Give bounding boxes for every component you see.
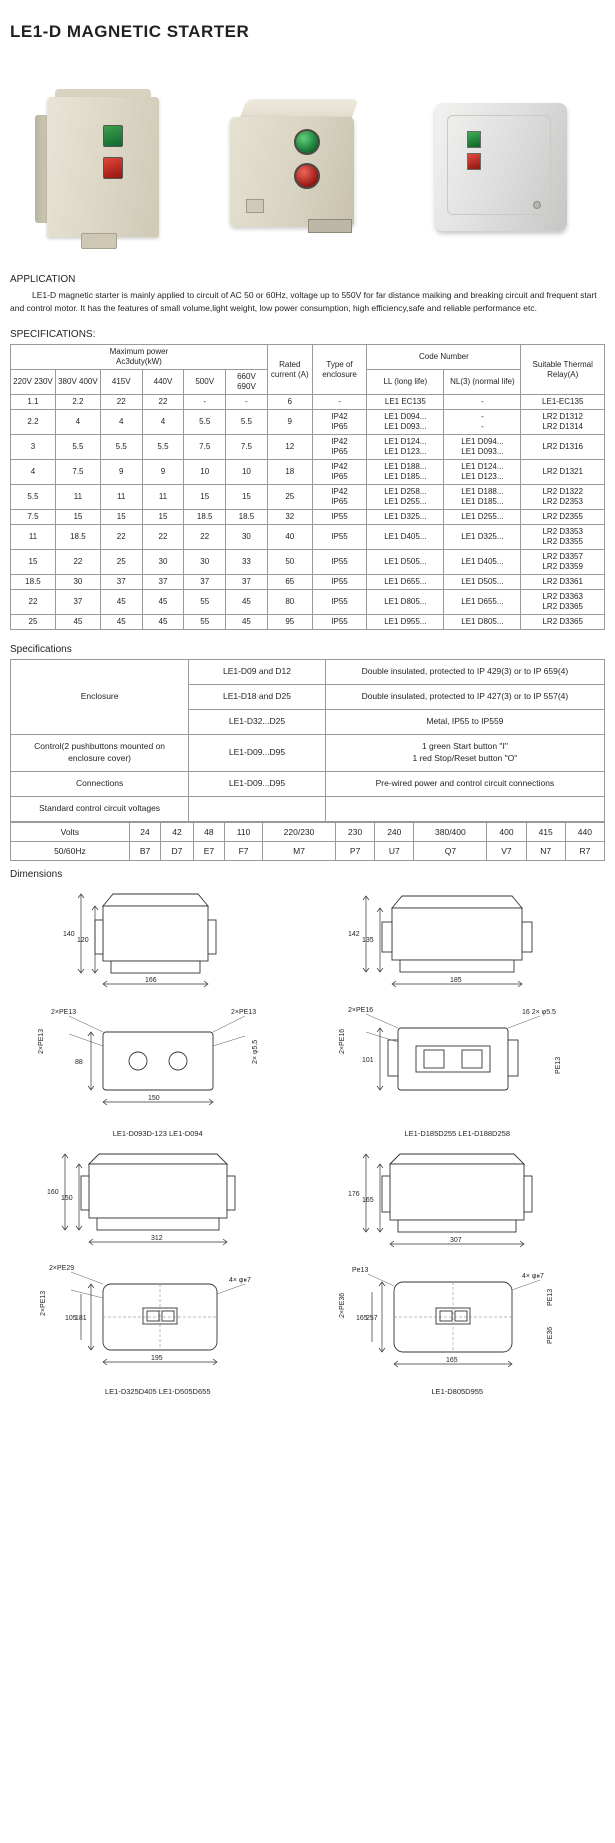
svg-text:165: 165 bbox=[362, 1196, 374, 1204]
svg-text:142: 142 bbox=[348, 930, 360, 938]
table-row bbox=[11, 395, 605, 410]
svg-text:2×PE16: 2×PE16 bbox=[339, 1028, 347, 1054]
spec-voltage-cell: 45 bbox=[100, 590, 142, 615]
spec-enclosure-cell: IP55 bbox=[312, 575, 367, 590]
red-stop-button-icon bbox=[467, 153, 481, 170]
svg-text:2×PE16: 2×PE16 bbox=[348, 1006, 374, 1014]
spec-voltage-cell: 45 bbox=[226, 615, 268, 630]
spec2-desc-cell: 1 green Start button "I" 1 red Stop/Reset button "O" bbox=[325, 735, 604, 772]
spec-voltage-cell: 15 bbox=[184, 485, 226, 510]
svg-text:165: 165 bbox=[446, 1356, 458, 1364]
hz-row-label: 50/60Hz bbox=[11, 841, 130, 860]
svg-text:4× φ⏸7: 4× φ⏸7 bbox=[522, 1272, 545, 1280]
drawing-front-elevation-312 bbox=[8, 1142, 308, 1260]
spec-voltage-cell: 45 bbox=[142, 590, 184, 615]
table-row bbox=[11, 525, 605, 550]
spec-voltage-cell: 15 bbox=[55, 510, 100, 525]
spec-voltage-cell: 7.5 bbox=[11, 510, 56, 525]
control-voltage-table bbox=[10, 822, 605, 861]
spec-voltage-cell: 33 bbox=[226, 550, 268, 575]
spec-rated-current-cell: 40 bbox=[267, 525, 312, 550]
spec-voltage-cell: 22 bbox=[100, 525, 142, 550]
spec2-desc-cell: Metal, IP55 to IP559 bbox=[325, 710, 604, 735]
red-stop-button-icon bbox=[103, 157, 123, 179]
spec-voltage-cell: 18.5 bbox=[11, 575, 56, 590]
application-heading: APPLICATION bbox=[10, 274, 76, 285]
spec-rated-current-cell: 95 bbox=[267, 615, 312, 630]
spec-voltage-cell: 3 bbox=[11, 435, 56, 460]
hz-row-cell: N7 bbox=[526, 841, 565, 860]
svg-text:181: 181 bbox=[74, 1314, 87, 1322]
spec-voltage-cell: 11 bbox=[11, 525, 56, 550]
spec-voltage-cell: 7.5 bbox=[55, 460, 100, 485]
svg-text:105: 105 bbox=[64, 1314, 77, 1322]
product-photo-row bbox=[8, 56, 607, 256]
spec-voltage-cell: - bbox=[226, 395, 268, 410]
spec-voltage-cell: 5.5 bbox=[100, 435, 142, 460]
spec-enclosure-cell: IP42 IP65 bbox=[312, 460, 367, 485]
hz-row-cell: P7 bbox=[336, 841, 375, 860]
drawing-base-plan-150 bbox=[8, 1006, 308, 1138]
spec-code-ll-cell: LE1 EC135 bbox=[367, 395, 444, 410]
svg-text:160: 160 bbox=[46, 1188, 59, 1196]
svg-text:150: 150 bbox=[147, 1094, 160, 1102]
svg-text:2×PE13: 2×PE13 bbox=[230, 1008, 256, 1016]
volts-row-cell: 240 bbox=[375, 822, 414, 841]
volts-row-cell: 400 bbox=[487, 822, 526, 841]
spec-enclosure-cell: IP55 bbox=[312, 510, 367, 525]
spec2-label-cell: Connections bbox=[11, 771, 189, 796]
enclosure-base bbox=[81, 233, 117, 249]
spec-voltage-cell: 4 bbox=[142, 410, 184, 435]
spec-voltage-cell: 37 bbox=[142, 575, 184, 590]
volts-row-cell: 110 bbox=[225, 822, 263, 841]
svg-text:4× φ⏸7: 4× φ⏸7 bbox=[228, 1276, 251, 1284]
application-text: LE1-D magnetic starter is mainly applied to circuit of AC 50 or 60Hz, voltage up to 550V for far distance maiking and breaking circuit and frequent start and control motor. It has the features of small volume,light weight, low power consumption, high efficiency,safe and reliable performance etc. bbox=[10, 290, 597, 314]
voltage-col-2: 415V bbox=[100, 370, 142, 395]
volts-row-cell: 415 bbox=[526, 822, 565, 841]
volts-row-cell: 24 bbox=[129, 822, 160, 841]
drawing-side-elevation-185 bbox=[308, 884, 608, 1002]
svg-text:PE13: PE13 bbox=[547, 1288, 555, 1306]
table-row bbox=[11, 510, 605, 525]
svg-text:2×PE29: 2×PE29 bbox=[48, 1264, 74, 1272]
spec-code-nl-cell: LE1 D325... bbox=[444, 525, 521, 550]
spec-code-ll-cell: LE1 D094... LE1 D093... bbox=[367, 410, 444, 435]
spec-voltage-cell: 37 bbox=[184, 575, 226, 590]
drawing-base-plan-165 bbox=[308, 1264, 608, 1396]
table-row bbox=[11, 460, 605, 485]
svg-text:16 2× φ5.5: 16 2× φ5.5 bbox=[522, 1008, 557, 1016]
svg-text:2×PE13: 2×PE13 bbox=[39, 1290, 47, 1316]
spec-code-ll-cell: LE1 D505... bbox=[367, 550, 444, 575]
specifications2-table bbox=[10, 659, 605, 821]
spec2-code-cell: LE1-D09 and D12 bbox=[189, 660, 326, 685]
table-header-row bbox=[11, 345, 605, 370]
drawing-base-plan-101 bbox=[308, 1006, 608, 1138]
spec-code-ll-cell: LE1 D258... LE1 D255... bbox=[367, 485, 444, 510]
spec-relay-cell: LR2 D1321 bbox=[521, 460, 605, 485]
spec-voltage-cell: 18.5 bbox=[184, 510, 226, 525]
spec2-desc-cell: Double insulated, protected to IP 427(3) or to IP 557(4) bbox=[325, 685, 604, 710]
spec-rated-current-cell: 50 bbox=[267, 550, 312, 575]
spec2-code-cell: LE1-D18 and D25 bbox=[189, 685, 326, 710]
spec-voltage-cell: 1.1 bbox=[11, 395, 56, 410]
voltage-col-3: 440V bbox=[142, 370, 184, 395]
svg-text:176: 176 bbox=[348, 1190, 360, 1198]
svg-text:2× φ5.5: 2× φ5.5 bbox=[251, 1039, 259, 1064]
table-row bbox=[11, 550, 605, 575]
svg-text:PE13: PE13 bbox=[555, 1056, 563, 1074]
table-row bbox=[11, 435, 605, 460]
spec-voltage-cell: 15 bbox=[11, 550, 56, 575]
drawing-base-plan-195 bbox=[8, 1264, 308, 1396]
drawing-front-elevation-166 bbox=[8, 884, 308, 1002]
grey-enclosure-starter bbox=[421, 81, 586, 256]
spec2-row bbox=[11, 735, 605, 772]
spec-voltage-cell: 45 bbox=[226, 590, 268, 615]
spec-relay-cell: LR2 D2355 bbox=[521, 510, 605, 525]
spec-rated-current-cell: 9 bbox=[267, 410, 312, 435]
nameplate bbox=[246, 199, 264, 213]
volts-row-cell: 440 bbox=[565, 822, 604, 841]
thermal-relay-header: Suitable Thermal Relay(A) bbox=[521, 345, 605, 395]
spec-voltage-cell: 30 bbox=[184, 550, 226, 575]
svg-text:2×PE13: 2×PE13 bbox=[50, 1008, 76, 1016]
svg-text:PE36: PE36 bbox=[547, 1326, 555, 1344]
spec-enclosure-cell: IP55 bbox=[312, 590, 367, 615]
voltage-col-0: 220V 230V bbox=[11, 370, 56, 395]
spec-voltage-cell: 25 bbox=[11, 615, 56, 630]
spec2-code-cell: LE1-D09...D95 bbox=[189, 771, 326, 796]
spec-rated-current-cell: 25 bbox=[267, 485, 312, 510]
page-title: LE1-D MAGNETIC STARTER bbox=[10, 22, 250, 41]
voltage-col-5: 660V 690V bbox=[226, 370, 268, 395]
spec2-code-cell: LE1-D32...D25 bbox=[189, 710, 326, 735]
green-start-button-icon bbox=[103, 125, 123, 147]
svg-text:101: 101 bbox=[362, 1056, 374, 1064]
spec-voltage-cell: 15 bbox=[226, 485, 268, 510]
spec2-desc-cell bbox=[325, 796, 604, 821]
dimension-drawings bbox=[8, 884, 607, 1396]
spec-voltage-cell: 11 bbox=[100, 485, 142, 510]
spec-enclosure-cell: IP55 bbox=[312, 525, 367, 550]
specifications-table bbox=[10, 344, 605, 630]
spec-voltage-cell: 2.2 bbox=[11, 410, 56, 435]
spec2-code-cell: LE1-D09...D95 bbox=[189, 735, 326, 772]
spec-voltage-cell: 9 bbox=[142, 460, 184, 485]
spec-voltage-cell: 55 bbox=[184, 590, 226, 615]
green-start-button-icon bbox=[467, 131, 481, 148]
rated-current-header: Rated current (A) bbox=[267, 345, 312, 395]
spec2-label-cell: Standard control circuit voltages bbox=[11, 796, 189, 821]
spec2-row bbox=[11, 796, 605, 821]
spec-voltage-cell: 22 bbox=[55, 550, 100, 575]
angled-view-starter bbox=[220, 81, 380, 256]
max-power-label: Maximum power bbox=[109, 347, 169, 357]
svg-text:135: 135 bbox=[362, 936, 374, 944]
spec-rated-current-cell: 18 bbox=[267, 460, 312, 485]
spec-code-nl-cell: - - bbox=[444, 410, 521, 435]
spec-voltage-cell: 4 bbox=[11, 460, 56, 485]
spec-relay-cell: LR2 D3357 LR2 D3359 bbox=[521, 550, 605, 575]
spec2-code-cell bbox=[189, 796, 326, 821]
code-number-header: Code Number bbox=[367, 345, 521, 370]
spec-rated-current-cell: 80 bbox=[267, 590, 312, 615]
spec-code-nl-cell: LE1 D094... LE1 D093... bbox=[444, 435, 521, 460]
svg-text:2×PE36: 2×PE36 bbox=[339, 1292, 347, 1318]
spec-rated-current-cell: 6 bbox=[267, 395, 312, 410]
drawing-caption-2: LE1-D185D255 LE1-D188D258 bbox=[404, 1128, 510, 1138]
spec-voltage-cell: 18.5 bbox=[55, 525, 100, 550]
spec-code-ll-cell: LE1 D955... bbox=[367, 615, 444, 630]
spec-voltage-cell: 10 bbox=[184, 460, 226, 485]
spec-relay-cell: LR2 D1316 bbox=[521, 435, 605, 460]
green-start-button-icon bbox=[294, 129, 320, 155]
spec-voltage-cell: 30 bbox=[142, 550, 184, 575]
spec-voltage-cell: 5.5 bbox=[184, 410, 226, 435]
spec-voltage-cell: 4 bbox=[55, 410, 100, 435]
spec-code-ll-cell: LE1 D405... bbox=[367, 525, 444, 550]
svg-text:166: 166 bbox=[144, 976, 157, 984]
spec-relay-cell: LE1-EC135 bbox=[521, 395, 605, 410]
spec-relay-cell: LR2 D1322 LR2 D2353 bbox=[521, 485, 605, 510]
spec-code-nl-cell: LE1 D255... bbox=[444, 510, 521, 525]
svg-text:257: 257 bbox=[366, 1314, 378, 1322]
spec-voltage-cell: 22 bbox=[142, 525, 184, 550]
svg-text:120: 120 bbox=[76, 936, 89, 944]
drawing-caption-3: LE1-D325D405 LE1-D505D655 bbox=[105, 1386, 211, 1396]
spec-enclosure-cell: - bbox=[312, 395, 367, 410]
volts-row-label: Volts bbox=[11, 822, 130, 841]
spec-code-nl-cell: LE1 D405... bbox=[444, 550, 521, 575]
spec-enclosure-cell: IP55 bbox=[312, 615, 367, 630]
front-view-starter bbox=[29, 81, 179, 256]
spec-voltage-cell: 55 bbox=[184, 615, 226, 630]
spec-voltage-cell: 37 bbox=[55, 590, 100, 615]
spec-relay-cell: LR2 D1312 LR2 D1314 bbox=[521, 410, 605, 435]
volts-row-cell: 220/230 bbox=[263, 822, 336, 841]
spec-voltage-cell: 11 bbox=[142, 485, 184, 510]
cover-outline bbox=[447, 115, 551, 215]
drawing-front-elevation-307 bbox=[308, 1142, 608, 1260]
table-row bbox=[11, 410, 605, 435]
volts-row bbox=[11, 822, 605, 841]
table-row bbox=[11, 575, 605, 590]
spec-voltage-cell: 9 bbox=[100, 460, 142, 485]
hz-row-cell: D7 bbox=[161, 841, 193, 860]
spec-voltage-cell: 10 bbox=[226, 460, 268, 485]
hz-row-cell: R7 bbox=[565, 841, 604, 860]
max-power-sub-label: Ac3duty(kW) bbox=[116, 357, 162, 367]
spec-voltage-cell: 37 bbox=[100, 575, 142, 590]
spec-voltage-cell: 7.5 bbox=[226, 435, 268, 460]
specifications2-heading: Specifications bbox=[10, 644, 72, 656]
code-nl-header: NL(3) (normal life) bbox=[444, 370, 521, 395]
spec-enclosure-cell: IP42 IP65 bbox=[312, 435, 367, 460]
volts-row-cell: 380/400 bbox=[414, 822, 487, 841]
table-row bbox=[11, 615, 605, 630]
terminal-lugs bbox=[308, 219, 352, 233]
spec-code-nl-cell: LE1 D188... LE1 D185... bbox=[444, 485, 521, 510]
voltage-col-1: 380V 400V bbox=[55, 370, 100, 395]
svg-text:150: 150 bbox=[60, 1194, 73, 1202]
spec-voltage-cell: 5.5 bbox=[226, 410, 268, 435]
spec-code-nl-cell: LE1 D805... bbox=[444, 615, 521, 630]
spec-enclosure-cell: IP55 bbox=[312, 550, 367, 575]
spec2-label-cell: Enclosure bbox=[11, 660, 189, 735]
svg-text:312: 312 bbox=[150, 1234, 163, 1242]
spec-voltage-cell: 5.5 bbox=[142, 435, 184, 460]
spec-voltage-cell: 45 bbox=[142, 615, 184, 630]
spec-enclosure-cell: IP42 IP65 bbox=[312, 410, 367, 435]
spec2-desc-cell: Pre-wired power and control circuit connections bbox=[325, 771, 604, 796]
spec-code-ll-cell: LE1 D188... LE1 D185... bbox=[367, 460, 444, 485]
spec-voltage-cell: 4 bbox=[100, 410, 142, 435]
spec-relay-cell: LR2 D3353 LR2 D3355 bbox=[521, 525, 605, 550]
spec-voltage-cell: 7.5 bbox=[184, 435, 226, 460]
spec-code-ll-cell: LE1 D325... bbox=[367, 510, 444, 525]
dimensions-heading: Dimensions bbox=[10, 868, 63, 880]
spec-voltage-cell: 5.5 bbox=[11, 485, 56, 510]
red-stop-button-icon bbox=[294, 163, 320, 189]
hz-row-cell: V7 bbox=[487, 841, 526, 860]
spec-voltage-cell: - bbox=[184, 395, 226, 410]
spec-voltage-cell: 25 bbox=[100, 550, 142, 575]
volts-row-cell: 230 bbox=[336, 822, 375, 841]
spec-code-nl-cell: LE1 D124... LE1 D123... bbox=[444, 460, 521, 485]
spec-voltage-cell: 18.5 bbox=[226, 510, 268, 525]
svg-text:Pe13: Pe13 bbox=[352, 1266, 369, 1274]
max-power-header bbox=[11, 345, 268, 370]
spec-relay-cell: LR2 D3365 bbox=[521, 615, 605, 630]
hz-row-cell: E7 bbox=[193, 841, 224, 860]
spec-voltage-cell: 22 bbox=[100, 395, 142, 410]
volts-row-cell: 42 bbox=[161, 822, 193, 841]
hz-row-cell: U7 bbox=[375, 841, 414, 860]
spec-voltage-cell: 15 bbox=[142, 510, 184, 525]
hz-row-cell: B7 bbox=[129, 841, 160, 860]
svg-text:307: 307 bbox=[450, 1236, 462, 1244]
spec-rated-current-cell: 65 bbox=[267, 575, 312, 590]
spec-voltage-cell: 37 bbox=[226, 575, 268, 590]
spec-voltage-cell: 30 bbox=[55, 575, 100, 590]
svg-text:195: 195 bbox=[150, 1354, 163, 1362]
drawing-caption-1: LE1-D093D-123 LE1-D094 bbox=[112, 1128, 203, 1138]
svg-text:185: 185 bbox=[450, 976, 462, 984]
spec-voltage-cell: 45 bbox=[100, 615, 142, 630]
table-row bbox=[11, 590, 605, 615]
spec2-row bbox=[11, 771, 605, 796]
code-ll-header: LL (long life) bbox=[367, 370, 444, 395]
voltage-col-4: 500V bbox=[184, 370, 226, 395]
enclosure-type-header: Type of enclosure bbox=[312, 345, 367, 395]
spec-voltage-cell: 11 bbox=[55, 485, 100, 510]
spec2-label-cell: Control(2 pushbuttons mounted on enclosure cover) bbox=[11, 735, 189, 772]
spec-rated-current-cell: 32 bbox=[267, 510, 312, 525]
spec-code-ll-cell: LE1 D805... bbox=[367, 590, 444, 615]
spec-voltage-cell: 22 bbox=[11, 590, 56, 615]
spec-voltage-cell: 2.2 bbox=[55, 395, 100, 410]
svg-text:165: 165 bbox=[356, 1314, 368, 1322]
spec-code-nl-cell: - bbox=[444, 395, 521, 410]
spec-code-ll-cell: LE1 D655... bbox=[367, 575, 444, 590]
spec2-row bbox=[11, 660, 605, 685]
spec-relay-cell: LR2 D3361 bbox=[521, 575, 605, 590]
hz-row-cell: F7 bbox=[225, 841, 263, 860]
spec-voltage-cell: 15 bbox=[100, 510, 142, 525]
table-row bbox=[11, 485, 605, 510]
spec-enclosure-cell: IP42 IP65 bbox=[312, 485, 367, 510]
spec-voltage-cell: 22 bbox=[184, 525, 226, 550]
spec-voltage-cell: 22 bbox=[142, 395, 184, 410]
drawing-caption-4: LE1-D805D955 bbox=[431, 1386, 484, 1396]
spec-code-nl-cell: LE1 D505... bbox=[444, 575, 521, 590]
spec-voltage-cell: 30 bbox=[226, 525, 268, 550]
volts-row-cell: 48 bbox=[193, 822, 224, 841]
svg-text:140: 140 bbox=[62, 930, 75, 938]
specifications-heading: SPECIFICATIONS: bbox=[10, 329, 96, 341]
spec2-desc-cell: Double insulated, protected to IP 429(3) or to IP 659(4) bbox=[325, 660, 604, 685]
spec-relay-cell: LR2 D3363 LR2 D3365 bbox=[521, 590, 605, 615]
spec-voltage-cell: 5.5 bbox=[55, 435, 100, 460]
spec-code-nl-cell: LE1 D655... bbox=[444, 590, 521, 615]
datasheet-page bbox=[0, 22, 615, 1396]
svg-text:88: 88 bbox=[74, 1058, 83, 1066]
spec-voltage-cell: 45 bbox=[55, 615, 100, 630]
svg-text:2×PE13: 2×PE13 bbox=[37, 1028, 45, 1054]
hz-row-cell: Q7 bbox=[414, 841, 487, 860]
hz-row-cell: M7 bbox=[263, 841, 336, 860]
spec-code-ll-cell: LE1 D124... LE1 D123... bbox=[367, 435, 444, 460]
hz-row bbox=[11, 841, 605, 860]
spec-rated-current-cell: 12 bbox=[267, 435, 312, 460]
